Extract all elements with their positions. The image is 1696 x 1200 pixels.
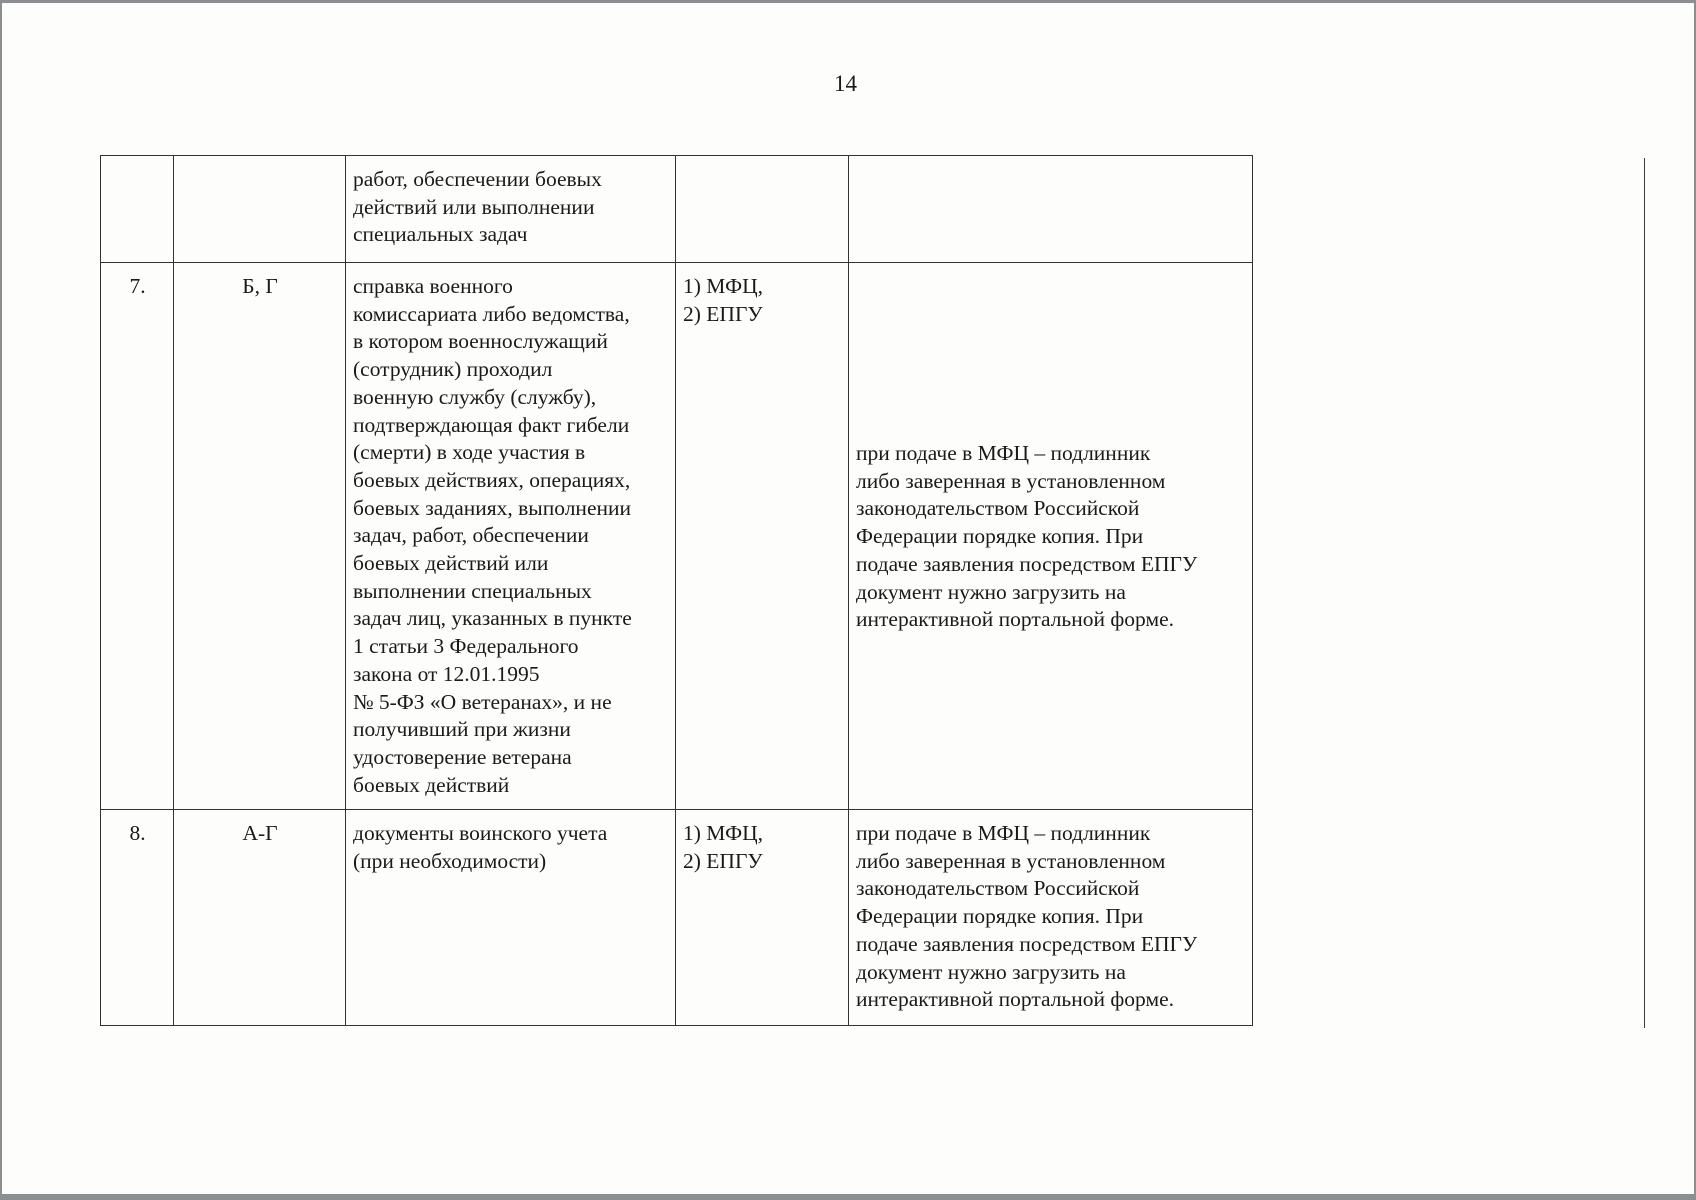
category: А-Г bbox=[242, 821, 278, 845]
note-line: законодательством Российской bbox=[856, 496, 1140, 521]
note-cell bbox=[849, 263, 1253, 810]
document-line: действий или выполнении bbox=[353, 194, 595, 219]
document-line: (смерти) в ходе участия в bbox=[353, 440, 586, 465]
category-cell bbox=[174, 810, 346, 1026]
document-line: (сотрудник) проходил bbox=[353, 357, 553, 382]
document-line: боевых заданиях, выполнении bbox=[353, 495, 631, 520]
page-number-text: 14 bbox=[834, 71, 857, 96]
note-line: интерактивной портальной форме. bbox=[856, 607, 1175, 632]
note-line: законодательством Российской bbox=[856, 876, 1140, 901]
note-line: Федерации порядке копия. При bbox=[856, 524, 1144, 549]
document-line: в котором военнослужащий bbox=[353, 329, 608, 354]
note-cell bbox=[849, 156, 1253, 263]
note-line: подаче заявления посредством ЕПГУ bbox=[856, 931, 1198, 956]
note-line: Федерации порядке копия. При bbox=[856, 904, 1144, 929]
document-line: задач лиц, указанных в пункте bbox=[353, 606, 632, 631]
document-line: боевых действий bbox=[353, 772, 510, 797]
row-number: 8. bbox=[129, 821, 146, 845]
margin-rule bbox=[1644, 158, 1645, 1028]
document-cell bbox=[346, 263, 676, 810]
document-line: № 5-ФЗ «О ветеранах», и не bbox=[353, 689, 612, 714]
note-line: подаче заявления посредством ЕПГУ bbox=[856, 551, 1198, 576]
document-line: комиссариата либо ведомства, bbox=[353, 301, 630, 326]
row-number-cell bbox=[101, 263, 174, 810]
document-line: специальных задач bbox=[353, 222, 528, 247]
row-number-cell bbox=[101, 810, 174, 1026]
note-line: при подаче в МФЦ – подлинник bbox=[856, 441, 1151, 466]
submission-method: 2) ЕПГУ bbox=[683, 301, 763, 326]
note-line: интерактивной портальной форме. bbox=[856, 987, 1175, 1012]
document-cell bbox=[346, 156, 676, 263]
document-line: справка военного bbox=[353, 274, 513, 298]
submission-method: 2) ЕПГУ bbox=[683, 848, 763, 873]
document-line: подтверждающая факт гибели bbox=[353, 412, 630, 437]
note-line: либо заверенная в установленном bbox=[856, 848, 1166, 873]
document-line: военную службу (службу), bbox=[353, 384, 597, 409]
document-line: задач, работ, обеспечении bbox=[353, 523, 589, 548]
document-line: 1 статьи 3 Федерального bbox=[353, 634, 579, 659]
row-number-cell bbox=[101, 156, 174, 263]
document-line: выполнении специальных bbox=[353, 578, 592, 603]
document-line: документы воинского учета bbox=[353, 821, 608, 845]
document-cell bbox=[346, 810, 676, 1026]
document-page bbox=[2, 3, 1694, 1194]
note-line: документ нужно загрузить на bbox=[856, 959, 1126, 984]
table-row bbox=[101, 263, 1253, 810]
submission-method: 1) МФЦ, bbox=[683, 821, 764, 845]
note-line: при подаче в МФЦ – подлинник bbox=[856, 821, 1151, 845]
submission-method: 1) МФЦ, bbox=[683, 274, 764, 298]
note-line: либо заверенная в установленном bbox=[856, 468, 1166, 493]
note-line: документ нужно загрузить на bbox=[856, 579, 1126, 604]
category-cell bbox=[174, 156, 346, 263]
document-line: боевых действий или bbox=[353, 551, 549, 576]
table-row bbox=[101, 810, 1253, 1026]
note-cell bbox=[849, 810, 1253, 1026]
table-row bbox=[101, 156, 1253, 263]
document-line: (при необходимости) bbox=[353, 848, 547, 873]
document-line: закона от 12.01.1995 bbox=[353, 661, 540, 686]
document-line: боевых действиях, операциях, bbox=[353, 467, 631, 492]
submission-method-cell bbox=[676, 810, 849, 1026]
documents-table bbox=[100, 155, 1253, 1026]
category: Б, Г bbox=[242, 274, 278, 298]
submission-method-cell bbox=[676, 156, 849, 263]
document-line: удостоверение ветерана bbox=[353, 744, 572, 769]
document-line: получивший при жизни bbox=[353, 717, 571, 742]
category-cell bbox=[174, 263, 346, 810]
row-number: 7. bbox=[129, 274, 146, 298]
document-line: работ, обеспечении боевых bbox=[353, 167, 602, 191]
submission-method-cell bbox=[676, 263, 849, 810]
